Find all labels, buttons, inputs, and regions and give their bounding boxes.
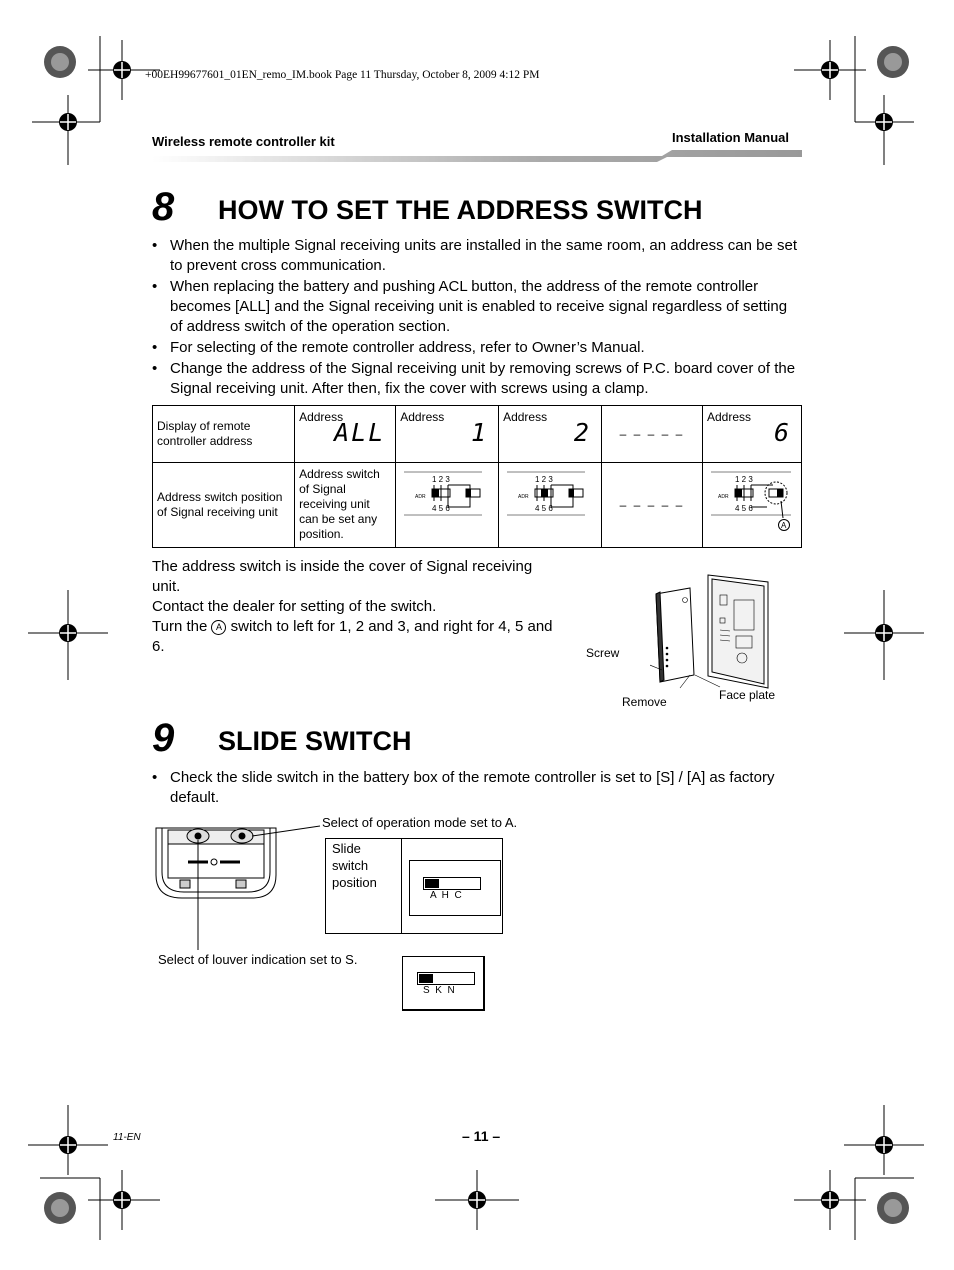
- battery-box-illustration: [152, 820, 327, 950]
- svg-text:ADR: ADR: [518, 494, 529, 500]
- louver-switch-track: [417, 972, 475, 985]
- bullet-3: • For selecting of the remote controller address, refer to Owner’s Manual.: [152, 338, 802, 358]
- section-8-title: HOW TO SET THE ADDRESS SWITCH: [218, 195, 703, 225]
- address-switch-icon: [707, 467, 797, 535]
- address-label: Address: [299, 410, 344, 424]
- bullet-2: • When replacing the battery and pushing ACL button, the address of the remote controller becomes [ALL] and the Signal receiving unit is enabled to receive signal regardless of setting of address switch of the operation section.: [152, 277, 802, 337]
- svg-text:4 5 6: 4 5 6: [535, 504, 553, 513]
- para-2: Contact the dealer for setting of the switch.: [152, 598, 437, 615]
- address-paragraph: [152, 557, 557, 657]
- print-info: +00EH99677601_01EN_remo_IM.book Page 11 Thursday, October 8, 2009 4:12 PM: [145, 69, 540, 81]
- svg-text:4 5 6: 4 5 6: [432, 504, 451, 513]
- label-remove: Remove: [622, 695, 667, 709]
- address-switch-icon: [503, 467, 589, 517]
- row2-label: Address switch position of Signal receiving unit: [153, 463, 295, 548]
- section-9-title: SLIDE SWITCH: [218, 726, 412, 756]
- switch-pos-6: [703, 463, 802, 548]
- para-3: Turn the A switch to left for 1, 2 and 3, and right for 4, 5 and 6.: [152, 618, 553, 655]
- svg-text:1 2 3: 1 2 3: [735, 475, 753, 484]
- header-bar: [152, 150, 802, 162]
- label-face-plate: Face plate: [719, 688, 776, 702]
- footer-page-number: – 11 –: [462, 1128, 501, 1144]
- mode-switch-frame: [409, 860, 501, 916]
- display-2: 2: [573, 418, 591, 447]
- address-switch-icon: [400, 467, 486, 517]
- bullet-4: • Change the address of the Signal receiving unit by removing screws of P.C. board cover of the Signal receiving unit. After then, fix the cover with screws using a clamp.: [152, 359, 802, 399]
- cell-address-1: [396, 406, 499, 463]
- header-left: Wireless remote controller kit: [152, 134, 335, 149]
- marker-a-icon: A: [211, 620, 226, 635]
- cell-address-2: [499, 406, 602, 463]
- address-table: [152, 405, 802, 548]
- bullet-1: • When the multiple Signal receiving units are installed in the same room, an address can be set to prevent cross communication.: [152, 236, 802, 276]
- switch-any-text: Address switch of Signal receiving unit can be set any position.: [295, 463, 396, 548]
- bullet-slide: • Check the slide switch in the battery box of the remote controller is set to [S] / [A] as factory default.: [152, 768, 802, 808]
- svg-text:1 2 3: 1 2 3: [432, 475, 451, 484]
- cell-dash-2: – – – – –: [601, 463, 702, 548]
- louver-switch-letters: S K N: [423, 985, 455, 996]
- mode-switch-knob: [425, 879, 439, 888]
- switch-pos-2: [499, 463, 602, 548]
- display-all: ALL: [334, 418, 386, 447]
- address-label: Address: [707, 410, 752, 424]
- para-1: The address switch is inside the cover of Signal receiving unit.: [152, 558, 533, 595]
- switch-pos-1: [396, 463, 499, 548]
- section-8-bullets: [152, 236, 802, 400]
- louver-switch-frame: [402, 956, 485, 1011]
- cell-address-6: [703, 406, 802, 463]
- section-9-bullets: [152, 768, 802, 809]
- label-operation-mode: Select of operation mode set to A.: [322, 815, 518, 830]
- header-right: Installation Manual: [672, 130, 790, 145]
- address-label: Address: [400, 410, 445, 424]
- footer-page-code: 11-EN: [113, 1132, 141, 1143]
- mode-switch-letters: A H C: [430, 890, 462, 901]
- display-6: 6: [773, 418, 791, 447]
- svg-text:4 5 6: 4 5 6: [735, 504, 753, 513]
- svg-text:ADR: ADR: [718, 494, 729, 500]
- svg-text:ADR: ADR: [415, 494, 426, 500]
- svg-text:1 2 3: 1 2 3: [535, 475, 553, 484]
- cell-dash-1: – – – – –: [601, 406, 702, 463]
- slide-switch-label: Slide switch position: [332, 841, 377, 890]
- address-label: Address: [503, 410, 548, 424]
- row1-label: Display of remote controller address: [153, 406, 295, 463]
- display-1: 1: [471, 418, 489, 447]
- signal-receiving-unit-illustration: [650, 570, 775, 700]
- label-louver: Select of louver indication set to S.: [158, 952, 358, 967]
- slide-switch-box: [325, 838, 503, 934]
- section-8-number: 8: [152, 185, 175, 229]
- mode-switch-track: [423, 877, 481, 890]
- louver-switch-knob: [419, 974, 433, 983]
- section-9-number: 9: [152, 716, 175, 760]
- cell-address-all: [295, 406, 396, 463]
- label-screw: Screw: [586, 646, 620, 660]
- marker-a-label: A: [781, 521, 787, 530]
